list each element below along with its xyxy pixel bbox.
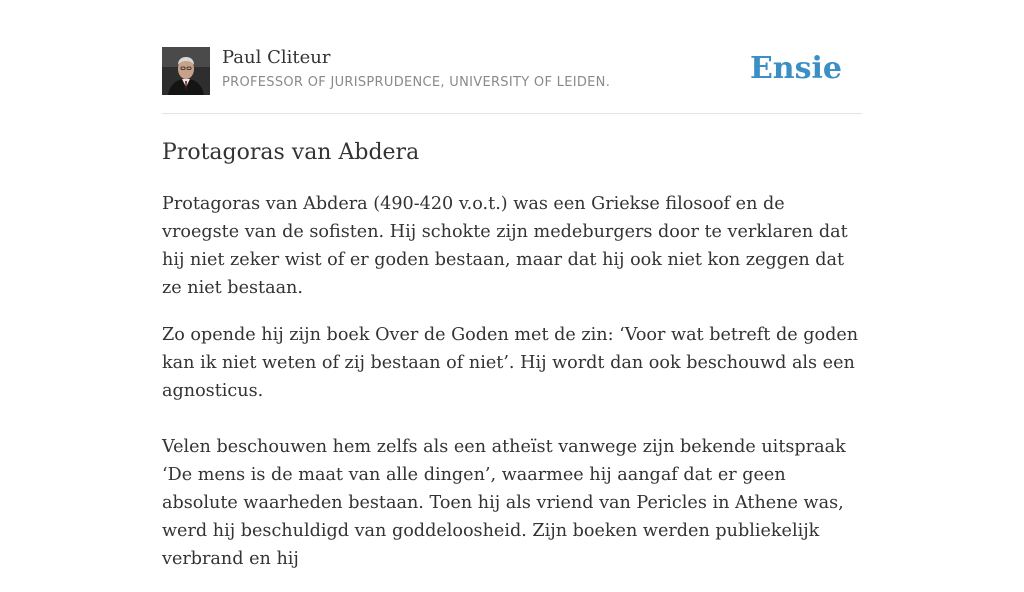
article-paragraph: Zo opende hij zijn boek Over de Goden met de zin: ‘Voor wat betreft de goden kan ik niet weten of zij bestaan of niet’. Hij wordt dan ook beschouwd als een agnosticus. [162,325,859,401]
article-paragraph: Protagoras van Abdera (490-420 v.o.t.) was een Griekse filosoof en de vroegste van de sofisten. Hij schokte zijn medeburgers door te verklaren dat hij niet zeker wist of er goden bestaan, maar dat hij ook niet kon zeggen dat ze niet bestaan. [162,194,848,298]
ensie-logo[interactable]: Ensie [749,51,842,86]
author-portrait-image [162,47,210,95]
article-paragraph: Velen beschouwen hem zelfs als een atheïst vanwege zijn bekende uitspraak ‘De mens is de maat van alle dingen’, waarmee hij aangaf dat er geen absolute waarheden bestaan. Toen hij als vriend van Pericles in Athene was, werd hij beschuldigd van goddeloosheid. Zijn boeken werden publiekelijk verbrand en hij [162,437,846,569]
article-body [162,190,862,592]
article-title: Protagoras van Abdera [162,140,420,165]
author-header [162,47,862,114]
author-role: PROFESSOR OF JURISPRUDENCE, UNIVERSITY OF LEIDEN. [222,75,611,90]
author-avatar[interactable] [162,47,210,95]
author-name[interactable]: Paul Cliteur [222,47,331,68]
